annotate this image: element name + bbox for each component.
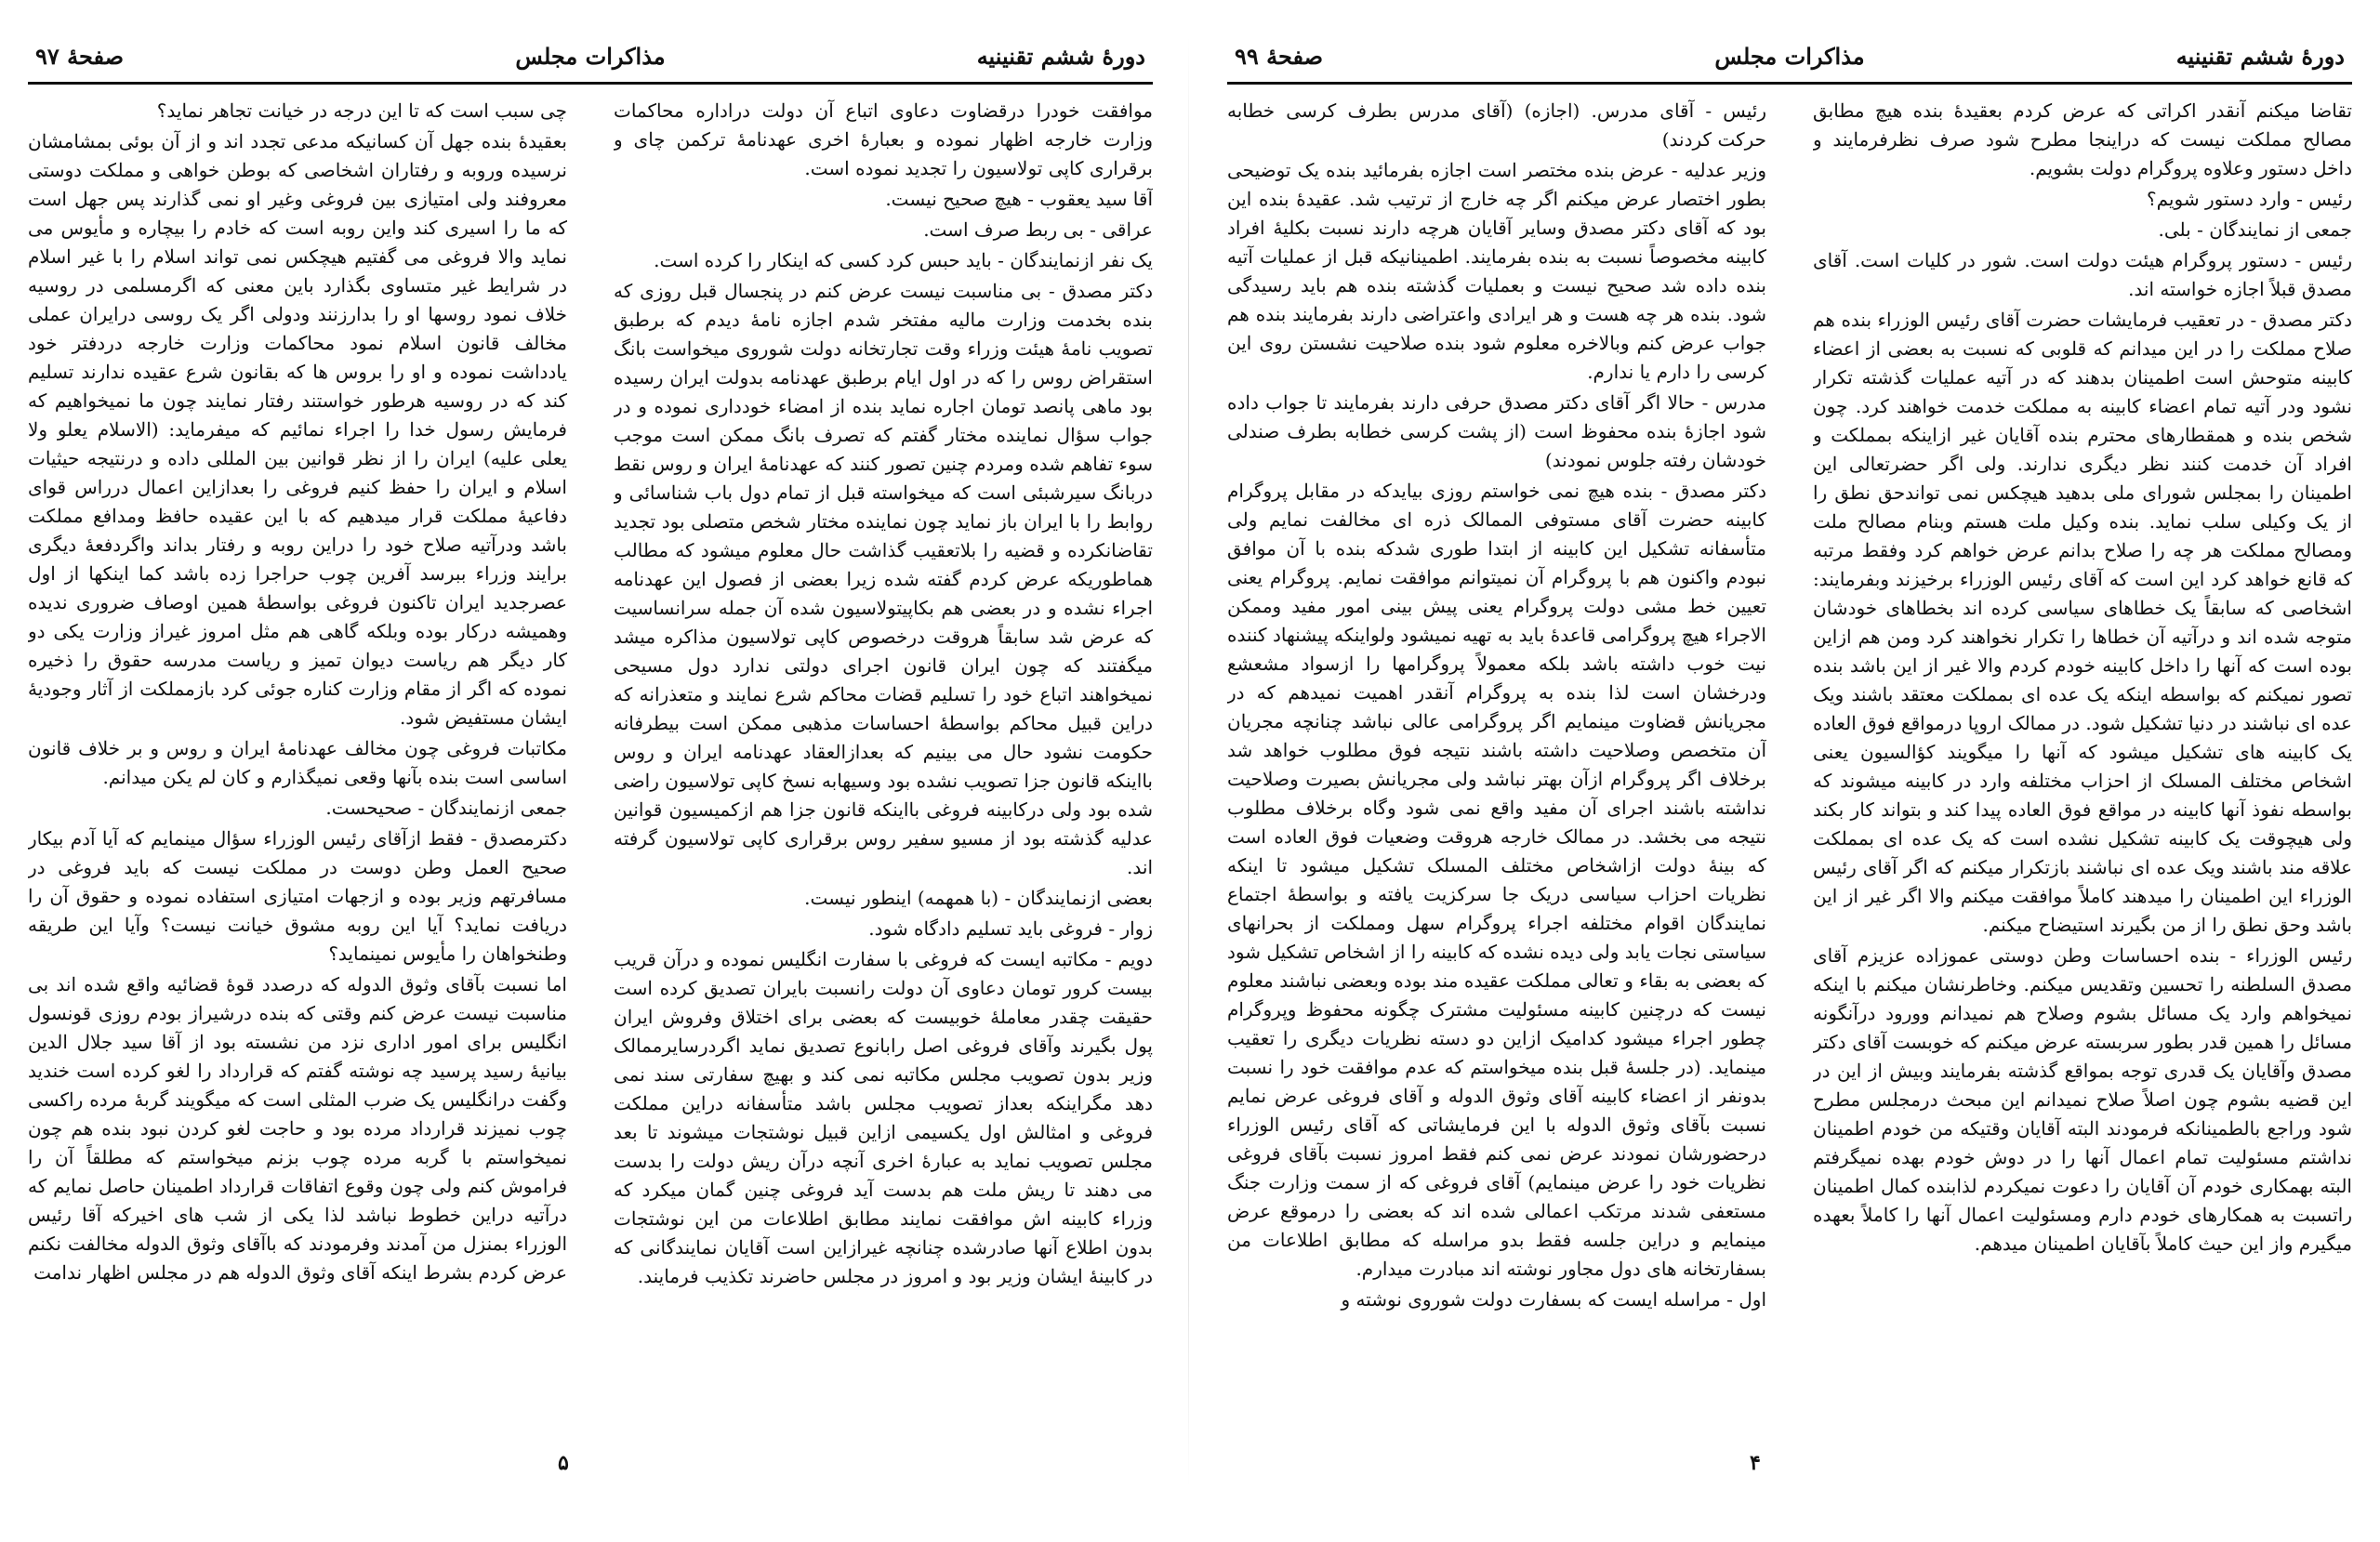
paragraph: چی سبب است که تا این درجه در خیانت تجاهر نماید؟ [156,99,567,122]
left-page-columns [28,97,1153,1407]
paragraph: اما نسبت بآقای وثوق الدوله که درصدد قوهٔ قضائیه واقع شده اند بی مناسبت نیست عرض کنم وقتی که بنده درشیراز بودم روزی قونسول انگلیس برای امور اداری نزد من نشسته بود از آقا سید جلال الدین بیانیهٔ رسید پرسید چه نوشته گفتم که قرارداد را لغو کرده است خندید وگفت درانگلیس یک ضرب المثلی است که میگویند گربهٔ مرده راکسی چوب نمیزند قرارداد مرده بود و حاجت لغو کردن نبود بنده هم چون نمیخواستم با گربه مرده چوب بزنم میخواستم که مطلقاً آن را فراموش کنم ولی چون وقوع اتفاقات قرارداد اطمینان حاصل نمایم که درآتیه دراین خطوط نباشد لذا یکی از شب های اخیرکه آقا رئیس الوزراء بمنزل من آمدند وفرمودند که باآقای وثوق الدوله مخالفت نکنم عرض کردم بشرط اینکه آقای وثوق الدوله هم در مجلس اظهار ندامت [28,973,567,1284]
paragraph: مکاتبات فروغی چون مخالف عهدنامهٔ ایران و روس و بر خلاف قانون اساسی است بنده بآنها وقعی نمیگذارم و کان لم یکن میدانم. [28,737,567,788]
running-title: مذاکرات مجلس [1714,43,1865,70]
paragraph: مدرس - حالا اگر آقای دکتر مصدق حرفی دارند بفرمایند تا جواب داده شود اجازهٔ بنده محفوظ است (از پشت کرسی خطابه بطرف صندلی خودشان رفته جلوس نمودند) [1227,391,1766,471]
text-column-left [28,97,567,1407]
paragraph: زوار - فروغی باید تسلیم دادگاه شود. [868,917,1153,940]
header-rule [28,82,1153,85]
paragraph: وزیر عدلیه - عرض بنده مختصر است اجازه بفرمائید بنده یک توضیحی بطور اختصار عرض میکنم اگر چه خارج از ترتیب شد. عقیدهٔ بنده این بود که آقای دکتر مصدق وسایر آقایان هرچه دارند نسبت بکلیهٔ افراد کابینه مخصوصاً نسبت به بنده بفرمایند. اطمینانیکه قبل از عملیات آتیه بنده داده شد صحیح نیست و بعملیات گذشته بنده هم باید رسیدگی شود. بنده هر چه هست و هر ایرادی واعتراضی دارند بفرمایند بنده هم جواب عرض کنم وبالاخره معلوم شود بنده صلاحیت نشستن روی این کرسی را دارم یا ندارم. [1227,159,1766,383]
page-number-label: صفحهٔ ۹۹ [1235,43,1324,70]
paragraph: دکتر مصدق - بنده هیچ نمی خواستم روزی بیایدکه در مقابل پروگرام کابینه حضرت آقای مستوفی الممالک ذره ای مخالفت نمایم ولی متأسفانه تشکیل این کابینه از ابتدا طوری شدکه بنده با آن موافق نبودم واکنون هم با پروگرام آن نمیتوانم موافقت نمایم. پروگرام یعنی تعیین خط مشی دولت پروگرام یعنی پیش بینی امور مفید وممکن الاجراء هیچ پروگرامی قاعدهٔ باید به تهیه نمیشود ولواینکه پیشنهاد کننده نیت خوب داشته باشد بلکه معمولاً پروگرامها را ازسواد مشعشع ودرخشان است لذا بنده به پروگرام آنقدر اهمیت نمیدهم که در مجریانش قضاوت مینمایم اگر پروگرامی عالی نباشد چنانچه مجریان آن متخصص وصلاحیت داشته باشند نتیجه فوق مطلوب خواهد شد برخلاف اگر پروگرام ازآن بهتر نباشد ولی مجریانش بصیرت وصلاحیت نداشته باشند اجرای آن مفید واقع نمی شود وگاه برخلاف مطلوب نتیجه می بخشد. در ممالک خارجه هروقت وضعیات فوق العاده است که بینهٔ دولت ازاشخاص مختلف المسلک تشکیل میشود تا اینکه نظریات احزاب سیاسی دریک جا سرکزیت یافته و بواسطهٔ اجتماع نمایندگان اقوام مختلفه اجراء پروگرام سهل ومملکت از بحرانهای سیاستی نجات یابد ولی دیده نشده که کابینه را از اشخاص تشکیل شود که بعضی به بقاء و تعالی مملکت عقیده مند بوده وبعضی نباشند معلوم نیست که درچنین کابینه مسئولیت مشترک چگونه محفوظ وپروگرام چطور اجراء میشود کدامیک ازاین دو دسته نظریات دیگری را تعقیب مینماید. (در جلسهٔ قبل بنده میخواستم که عدم موافقت خود را نسبت بدونفر از اعضاء کابینه آقای وثوق الدوله و آقای فروغی عرض نمایم نسبت بآقای وثوق الدوله با این فرمایشاتی که آقای رئیس الوزراء درحضورشان نمودند عرض نمی کنم فقط امروز نسبت بآقای فروغی نظریات خود را عرض مینمایم) آقای فروغی که از سمت وزارت جنگ مستعفی شدند مرتکب اعمالی شده اند که بعضی را درموقع عرض مینمایم و دراین جلسه فقط بدو مراسله که مطابق اطلاعات من بسفارتخانه های دول مجاور نوشته اند مبادرت میدارم. [1227,480,1766,1280]
paragraph: تقاضا میکنم آنقدر اکراتی که عرض کردم بعقیدهٔ بنده هیچ مطابق مصالح مملکت نیست که دراینجا مطرح شود صرف نظرفرمایند و داخل دستور وعلاوه پروگرام دولت بشویم. [1813,99,2352,179]
paragraph: رئیس - دستور پروگرام هیئت دولت است. شور در کلیات است. آقای مصدق قبلاً اجازه خواسته اند. [1813,249,2352,300]
paragraph: یک نفر ازنمایندگان - باید حبس کرد کسی که اینکار را کرده است. [654,249,1153,271]
left-page [0,0,1181,1542]
running-title: مذاکرات مجلس [515,43,666,70]
folio-number: ۴ [1750,1451,1761,1475]
paragraph: رئیس الوزراء - بنده احساسات وطن دوستی عموزاده عزیزم آقای مصدق السلطنه را تحسین وتقدیس میکنم. وخاطرنشان میکنم با اینکه نمیخواهم وارد یک مسائل بشوم وصلاح هم نمیدانم وورود درآنگونه مسائل را همین قدر بطور سربسته عرض میکنم که خوبست آقای دکتر مصدق وآقایان یک قدری توجه بمواقع گذشته بفرمایند وبیش از این در این قضیه بشوم چون اصلاً صلاح نمیدانم این مبحث درمجلس مطرح شود وراجع بالطمینانکه فرمودند البته آقایان وقتیکه من خودم اطمینان نداشتم مسئولیت تمام اعمال آنها را در دوش خودم بهده نمیگرفتم البته بهمکاری خودم آن آقایان را دعوت نمیکردم لذابنده کمال اطمینان راتسبت به همکارهای خودم دارم ومسئولیت اعمال آنها را کاملاً بعهده میگیرم واز این حیث کاملاً بآقایان اطمینان میدهم. [1813,944,2352,1255]
paragraph: آقا سید یعقوب - هیچ صحیح نیست. [885,188,1153,210]
right-page-columns [1227,97,2352,1407]
paragraph: موافقت خودرا درقضاوت دعاوی اتباع آن دولت دراداره محاکمات وزارت خارجه اظهار نموده و بعبارهٔ اخری عهدنامهٔ ترکمن چای و برقراری کاپی تولاسیون را تجدید نموده است. [614,99,1153,179]
paragraph: دکتر مصدق - بی مناسبت نیست عرض کنم در پنجسال قبل روزی که بنده بخدمت وزارت مالیه مفتخر شدم اجازه نامهٔ دیدم که برطبق تصویب نامهٔ هیئت وزراء وقت تجارتخانه دولت شوروی میخواست بانگ استقراض روس را که در اول ایام برطبق عهدنامه بدولت ایران رسیده بود ماهی پانصد تومان اجاره نماید بنده از امضاء خودداری نموده و در جواب سؤال نماینده مختار گفتم که تصرف بانگ ممکن است موجب سوء تفاهم شده ومردم چنین تصور کنند که عهدنامهٔ ایران و روس نقط دربانگ سیرشبئی است که میخواسته قبل از تمام دول باب شناسائی و روابط را با ایران باز نماید چون نماینده مختار شخص متصلی بود تجدید تقاضانکرده و قضیه را بلاتعقیب گذاشت حال معلوم میشود که مطالب هماطوریکه عرض کردم گفته شده زیرا بعضی از فصول این عهدنامه اجراء نشده و در بعضی هم بکاپیتولاسیون شده آن جمله سرانساسیت که عرض شد سابقاً هروقت درخصوص کاپی تولاسیون مذاکره میشد میگفتند که چون ایران قانون اجرای دولتی ندارد دول مسیحی نمیخواهند اتباع خود را تسلیم قضات محاکم شرع نمایند و متعذرانه که دراین قبیل محاکم بواسطهٔ احساسات مذهبی ممکن است بیطرفانه حکومت نشود حال می بینیم که بعدازالعقاد عهدنامه ایران و روس بااینکه قانون جزا تصویب نشده بود وسیهابه نسخ کاپی تولاسیون راضی شده بود ولی درکابینه فروغی بااینکه قانون جزا هم ازکمیسیون قوانین عدلیه گذشته بود از مسیو سفیر روس برقراری کاپی تولاسیون گرفته اند. [614,280,1153,878]
paragraph: عراقی - بی ربط صرف است. [923,218,1153,241]
paragraph: جمعی از نمایندگان - بلی. [2158,218,2352,241]
paragraph: جمعی ازنمایندگان - صحیحست. [325,797,567,819]
book-spine [1188,37,1189,1487]
text-column-right [614,97,1153,1407]
session-label: دورهٔ ششم تقنینیه [976,43,1145,70]
left-page-header [28,43,1153,87]
paragraph: دکتر مصدق - در تعقیب فرمایشات حضرت آقای رئیس الوزراء بنده هم صلاح مملکت را در این میدانم که قلوبی که نسبت به بعضی از اعضاء کابینه متوحش است اطمینان بدهند که در آتیه عملیات گذشته تکرار نشود ودر آتیه تمام اعضاء کابینه به مملکت خدمت خواهند کرد. چون شخص بنده و همقطارهای محترم بنده آقایان غیر ازاینکه بمملکت و افراد آن خدمت کنند نظر دیگری ندارند. ولی اگر حضرتعالی این اطمینان را بمجلس شورای ملی بدهید هیچکس نمی تواندحق نطق را از یک وکیلی سلب نماید. بنده وکیل ملت هستم وبنام مصالح ملت ومصالح مملکت هر چه را صلاح بدانم عرض خواهم کرد وفقط مرتبه که قانع خواهد کرد این است که آقای رئیس الوزراء برخیزند وبفرمایند: اشخاصی که سابقاً یک خطاهای سیاسی کرده اند بخطاهای خودشان متوجه شده اند و درآتیه آن خطاها را تکرار نخواهند کرد ومن هم ازاین بوده است که آنها را داخل کابینه خودم کردم والا غیر از این باشد بنده تصور نمیکنم که بواسطه اینکه یک عده ای بمملکت معتقد باشند ویک عده ای نباشند در دنیا تشکیل شود. در ممالک اروپا درمواقع فوق العاده یک کابینه های تشکیل میشود که آنها را میگویند کؤالسیون یعنی اشخاص مختلف المسلک از احزاب مختلفه وارد در کابینه میشوند که بواسطه نفوذ آنها کابینه در مواقع فوق العاده پیدا کند و بتواند کار بکند ولی هیچوقت یک کابینه تشکیل نشده است که یک عده ای بمملکت علاقه مند باشند ویک عده ای نباشند بازتکرار میکنم که اگر آقای رئیس الوزراء این اطمینان را میدهند کاملاً موافقت میکنم والا اگر غیر از این باشد وحق نطق را از من بگیرند استیضاح میکنم. [1813,309,2352,936]
text-column-right [1813,97,2352,1407]
text-column-left [1227,97,1766,1407]
paragraph: دویم - مکاتبه ایست که فروغی با سفارت انگلیس نموده و درآن قریب بیست کرور تومان دعاوی آن دولت رانسبت بایران تصدیق کرده است حقیقت چقدر معاملهٔ خوبیست که بعضی برای اختلاق وفروش ایران پول بگیرند وآقای فروغی اصل رابانوع تصدیق نماید اگردرسایرممالک وزیر بدون تصویب مجلس مکاتبه نمی کند و بهیچ سفارتی سند نمی دهد مگراینکه بعداز تصویب مجلس باشد متأسفانه دراین مملکت فروغی و امثالش اول یکسیمی ازاین قبیل نوشتجات میشوند تا بعد مجلس تصویب نماید به عبارهٔ اخری آنچه درآن ریش دولت را بدست می دهند تا ریش ملت هم بدست آید فروغی چنین گمان میکرد که وزراء کابینه اش موافقت نمایند مطابق اطلاعات من این نوشتجات بدون اطلاع آنها صادرشده چنانچه غیرازاین است آقایان نمایندگانی که در کابینهٔ ایشان وزیر بود و امروز در مجلس حاضرند تکذیب فرمایند. [614,948,1153,1287]
paragraph: اول - مراسله ایست که بسفارت دولت شوروی نوشته و [1341,1288,1766,1311]
paragraph: بعضی ازنمایندگان - (با همهمه) اینطور نیست. [804,887,1153,909]
paragraph: رئیس - وارد دستور شویم؟ [2147,188,2352,210]
session-label: دورهٔ ششم تقنینیه [2175,43,2345,70]
folio-number: ۵ [558,1451,569,1475]
paragraph: رئیس - آقای مدرس. (اجازه) (آقای مدرس بطرف کرسی خطابه حرکت کردند) [1227,99,1766,151]
header-rule [1227,82,2352,85]
right-page-header [1227,43,2352,87]
paragraph: دکترمصدق - فقط ازآقای رئیس الوزراء سؤال مینمایم که آیا آدم بیکار صحیح العمل وطن دوست در مملکت نیست که باید فروغی در مسافرتهم وزیر بوده و ازجهات امتیازی استفاده نموده و حقوق آن را دریافت نماید؟ آیا این روبه مشوق خیانت نیست؟ وآیا این طریقه وطنخواهان را مأیوس نمینماید؟ [28,827,567,965]
paragraph: بعقیدهٔ بنده جهل آن کسانیکه مدعی تجدد اند و از آن بوئی بمشامشان نرسیده وروبه و رفتاران اشخاصی که بوطن خواهی و مملکت دوستی معروفند ولی امتیازی بین فروغی وغیر او نمی گذارند پس جهل است که ما را اسیری کند واین روبه است که خادم را بیچاره و مأیوس می نماید والا فروغی می گفتیم هیچکس نمی تواند اسلام را با غیر اسلام در شرایط غیر متساوی بگذارد باین معنی که اگرمسلمی در روسیه خلاف نمود روسها او را بدارزنند ودولی اگر یک روسی درایران عملی مخالف قانون اسلام نمود محاکمات وزارت خارجه دردفتر خود یادداشت نموده و او را بروس ها که بقانون شرع عقیده ندارند تسلیم کند که در روسیه هرطور خواستند رفتار نمایند چون ما نمیخواهیم که فرمایش رسول خدا را اجراء نمائیم که میفرماید: (الاسلام یعلو ولا یعلی علیه) ایران را از نظر قوانین بین المللی داده و درنتیجه حیثیات اسلام و ایران را حفظ کنیم فروغی را بعدازاین اعمال درراس قوای دفاعیهٔ مملکت قرار میدهیم که با این عقیده حافظ ومدافع مملکت باشد ودرآتیه صلاح خود را دراین روبه و رفتار بداند واگردفعهٔ دیگری برایند وزراء ببرسد آفرین چوب حراجرا زده باشد کما اینکها از اول عصرجدید ایران تاکنون فروغی بواسطهٔ همین اوصاف ضروری ندیده وهمیشه درکار بوده وبلکه گاهی هم مثل امروز غیراز وزارت یکی دو کار دیگر هم ریاست دیوان تمیز و ریاست مدرسه حقوق را ذخیره نموده که اگر از مقام وزارت کناره جوئی کرد بازمملکت از آثار وجودیهٔ ایشان مستفیض شود. [28,130,567,729]
page-number-label: صفحهٔ ۹۷ [35,43,125,70]
right-page [1199,0,2380,1542]
